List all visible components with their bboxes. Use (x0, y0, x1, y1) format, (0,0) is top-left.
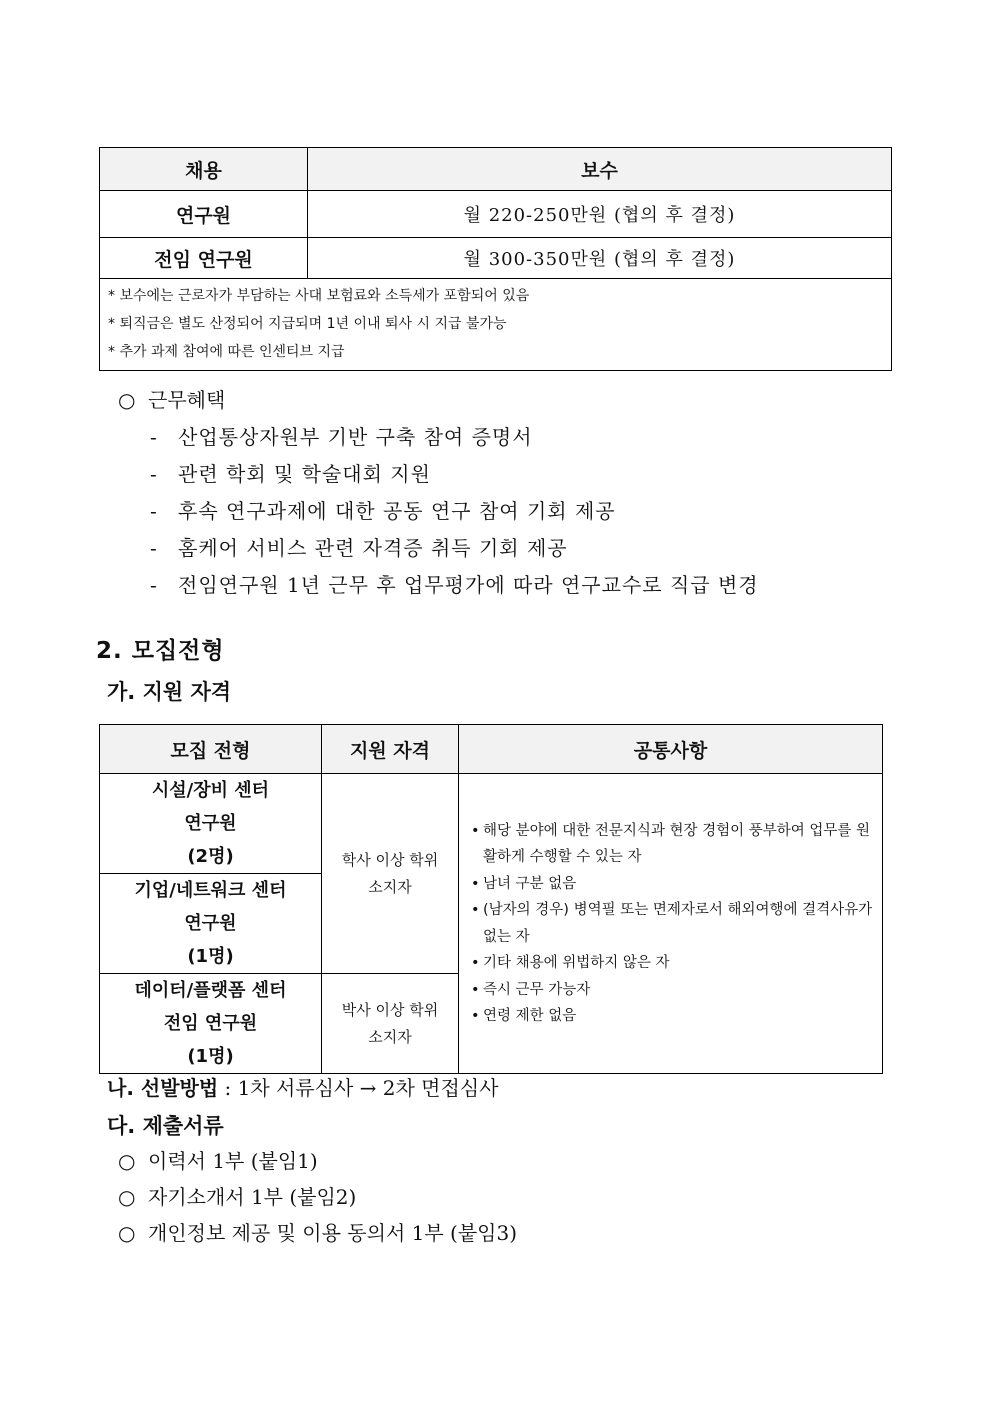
document-item (118, 1179, 517, 1215)
benefits-heading (118, 382, 759, 419)
dash-bullet-icon: - (150, 573, 158, 597)
benefit-text: 관련 학회 및 학술대회 지원 (178, 462, 431, 486)
common-item (471, 818, 876, 871)
pay-row (100, 238, 892, 279)
benefit-item (150, 567, 759, 604)
pay-note: * 퇴직금은 별도 산정되어 지급되며 1년 이내 퇴사 시 지급 불가능 (108, 316, 507, 332)
pay-table (99, 147, 892, 371)
pay-row (100, 191, 892, 238)
pay-row-position: 연구원 (100, 191, 308, 238)
common-requirements-list (471, 818, 876, 1030)
subsection-title-qualifications: 가. 지원 자격 (107, 680, 232, 704)
pay-note: * 추가 과제 참여에 따른 인센티브 지급 (108, 344, 345, 360)
qual-header-type: 모집 전형 (100, 725, 322, 774)
common-item-text: 남녀 구분 없음 (483, 875, 577, 892)
pay-note: * 보수에는 근로자가 부담하는 사대 보험료와 소득세가 포함되어 있음 (108, 288, 530, 304)
qualification-cell (322, 974, 459, 1074)
common-item (471, 950, 876, 977)
benefits-section (118, 382, 759, 604)
circle-bullet-icon: ○ (118, 1149, 136, 1173)
recruit-type-count: (1명) (187, 946, 234, 967)
pay-row-position: 전임 연구원 (100, 238, 308, 279)
common-item (471, 1003, 876, 1030)
documents-list (118, 1143, 517, 1251)
recruit-type-count: (1명) (187, 1046, 234, 1067)
bullet-dot-icon: • (471, 875, 480, 892)
document-text: 자기소개서 1부 (붙임2) (148, 1185, 357, 1209)
document-item (118, 1215, 517, 1251)
common-item (471, 897, 876, 950)
pay-header-pay: 보수 (308, 148, 892, 191)
common-item-text: 기타 채용에 위법하지 않은 자 (483, 955, 670, 971)
benefit-item (150, 493, 759, 530)
recruit-type-line: 데이터/플랫폼 센터 (134, 980, 287, 1001)
benefits-title: 근무혜택 (148, 388, 226, 412)
benefit-text: 홈케어 서비스 관련 자격증 취득 기회 제공 (178, 536, 568, 560)
section-title: 2. 모집전형 (96, 638, 225, 664)
common-item (471, 871, 876, 898)
pay-header-position: 채용 (100, 148, 308, 191)
document-text: 개인정보 제공 및 이용 동의서 1부 (붙임3) (148, 1221, 517, 1245)
qualification-cell (322, 774, 459, 974)
qualification-line: 학사 이상 학위 (341, 850, 439, 869)
selection-method-value: : 1차 서류심사 → 2차 면접심사 (218, 1076, 499, 1100)
common-item-text: 연령 제한 없음 (483, 1008, 577, 1024)
circle-bullet-icon: ○ (118, 1221, 136, 1245)
circle-bullet-icon: ○ (118, 388, 136, 412)
pay-table-header-row (100, 148, 892, 191)
pay-notes-row (100, 279, 892, 371)
selection-method-label: 나. 선발방법 (107, 1076, 219, 1100)
pay-notes (100, 279, 892, 371)
recruit-type (100, 974, 322, 1074)
recruit-type (100, 774, 322, 874)
recruit-type-line: 기업/네트워크 센터 (134, 880, 287, 901)
dash-bullet-icon: - (150, 536, 158, 560)
common-item-text: (남자의 경우) 병역필 또는 면제자로서 해외여행에 결격사유가 없는 자 (483, 902, 873, 945)
benefit-text: 산업통상자원부 기반 구축 참여 증명서 (178, 425, 533, 449)
qual-header-common: 공통사항 (459, 725, 883, 774)
circle-bullet-icon: ○ (118, 1185, 136, 1209)
dash-bullet-icon: - (150, 499, 158, 523)
common-item (471, 977, 876, 1004)
dash-bullet-icon: - (150, 425, 158, 449)
benefit-text: 후속 연구과제에 대한 공동 연구 참여 기회 제공 (178, 499, 616, 523)
common-item-text: 즉시 근무 가능자 (483, 981, 591, 998)
bullet-dot-icon: • (471, 981, 480, 998)
documents-title: 다. 제출서류 (107, 1114, 224, 1138)
benefit-item (150, 530, 759, 567)
benefit-text: 전임연구원 1년 근무 후 업무평가에 따라 연구교수로 직급 변경 (178, 573, 759, 597)
qual-table-header-row (100, 725, 883, 774)
pay-row-amount: 월 300-350만원 (협의 후 결정) (308, 238, 892, 279)
benefits-list (118, 419, 759, 604)
document-text: 이력서 1부 (붙임1) (148, 1149, 318, 1173)
qualification-table (99, 724, 883, 1074)
recruit-type-line: 전임 연구원 (163, 1013, 258, 1034)
document-item (118, 1143, 517, 1179)
dash-bullet-icon: - (150, 462, 158, 486)
pay-row-amount: 월 220-250만원 (협의 후 결정) (308, 191, 892, 238)
common-requirements (459, 774, 883, 1074)
selection-method (107, 1072, 498, 1101)
recruit-type-line: 시설/장비 센터 (151, 780, 270, 801)
bullet-dot-icon: • (471, 902, 480, 918)
bullet-dot-icon: • (471, 822, 480, 839)
qualification-line: 박사 이상 학위 (341, 1000, 439, 1019)
qual-row (100, 774, 883, 874)
recruit-type (100, 874, 322, 974)
bullet-dot-icon: • (471, 1008, 480, 1024)
benefit-item (150, 419, 759, 456)
recruit-type-line: 연구원 (184, 913, 237, 934)
recruit-type-line: 연구원 (184, 813, 237, 834)
qualification-line: 소지자 (368, 877, 412, 896)
qual-header-qualification: 지원 자격 (322, 725, 459, 774)
bullet-dot-icon: • (471, 955, 480, 971)
qualification-line: 소지자 (368, 1027, 412, 1046)
recruit-type-count: (2명) (187, 846, 234, 867)
benefit-item (150, 456, 759, 493)
common-item-text: 해당 분야에 대한 전문지식과 현장 경험이 풍부하여 업무를 원활하게 수행할 수 있는 자 (483, 822, 871, 865)
